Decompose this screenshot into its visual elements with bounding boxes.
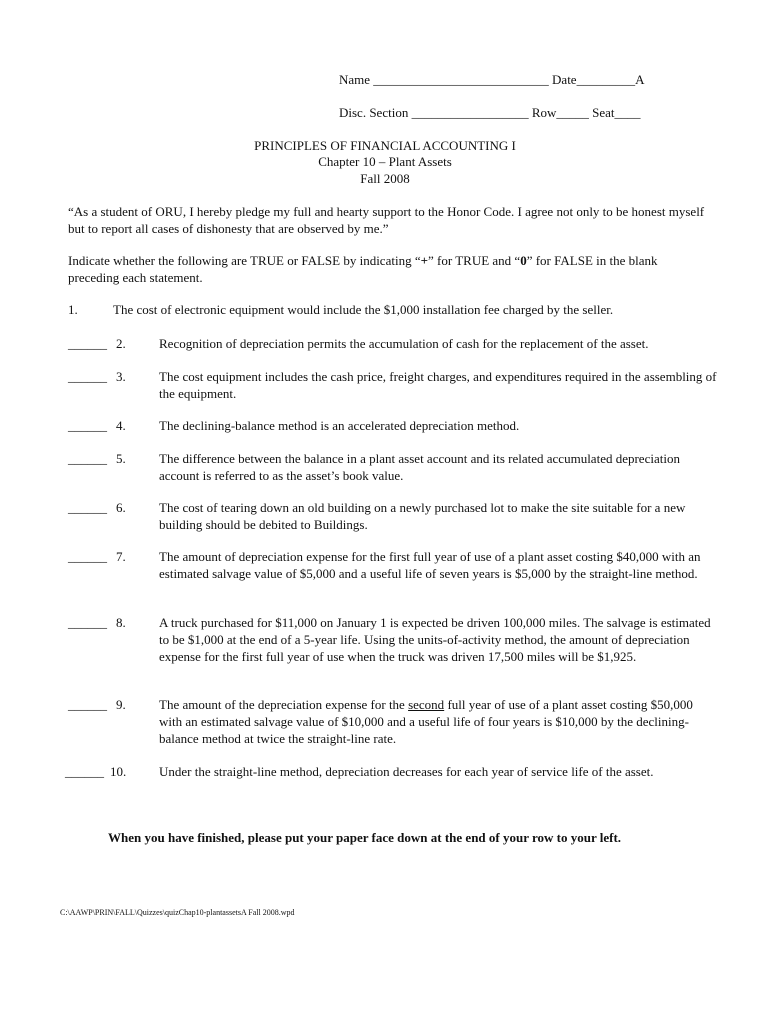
- answer-blank[interactable]: ______: [68, 418, 107, 433]
- answer-blank[interactable]: ______: [68, 549, 107, 564]
- question-number: 8.: [116, 615, 126, 630]
- section-row-seat-line: Disc. Section __________________ Row_____ Seat____: [339, 105, 641, 120]
- question-text: The difference between the balance in a plant asset account and its related accumulated depreciation account is referred to as the asset’s book value.: [159, 451, 680, 483]
- question-number: 9.: [116, 697, 126, 712]
- question-number: 1.: [68, 302, 78, 317]
- answer-blank[interactable]: ______: [68, 451, 107, 466]
- question-number: 7.: [116, 549, 126, 564]
- closing-instruction: When you have finished, please put your paper face down at the end of your row to your left.: [108, 830, 622, 845]
- question-number: 4.: [116, 418, 126, 433]
- answer-blank[interactable]: ______: [68, 500, 107, 515]
- question-text: The cost of electronic equipment would include the $1,000 installation fee charged by the seller.: [113, 302, 614, 317]
- question-text: Recognition of depreciation permits the accumulation of cash for the replacement of the asset.: [159, 336, 649, 351]
- question-number: 6.: [116, 500, 126, 515]
- question-number: 5.: [116, 451, 126, 466]
- name-date-line: Name ___________________________ Date_________A: [339, 72, 645, 87]
- instructions-mid: ” for TRUE and “: [428, 253, 521, 268]
- emphasized-word: second: [408, 697, 445, 712]
- question-text: The cost equipment includes the cash price, freight charges, and expenditures required in the assembling of the equipment.: [159, 369, 717, 401]
- question-text: The amount of depreciation expense for the first full year of use of a plant asset costing $40,000 with an estimated salvage value of $5,000 and a useful life of seven years is $5,000 by the straight-line method.: [159, 549, 701, 581]
- question-text: [159, 696, 719, 747]
- true-symbol: +: [420, 253, 429, 268]
- answer-blank[interactable]: ______: [65, 764, 104, 779]
- question-number: 2.: [116, 336, 126, 351]
- answer-blank[interactable]: ______: [68, 369, 107, 384]
- instructions-pre: Indicate whether the following are TRUE or FALSE by indicating “: [68, 253, 421, 268]
- question-text: The cost of tearing down an old building on a newly purchased lot to make the site suitable for a new building should be debited to Buildings.: [159, 500, 686, 532]
- question-text-post: full year of use of a plant asset costing $50,000 with an estimated salvage value of $10,000 and a useful life of four years is $10,000 by the declining-balance method at twice the straight-line rate.: [159, 697, 693, 746]
- question-text: Under the straight-line method, depreciation decreases for each year of service life of the asset.: [159, 764, 654, 779]
- false-symbol: 0: [520, 253, 527, 268]
- honor-pledge: “As a student of ORU, I hereby pledge my full and hearty support to the Honor Code. I agree not only to be honest myself but to report all cases of dishonesty that are observed by me.”: [68, 204, 705, 236]
- answer-blank[interactable]: ______: [68, 336, 107, 351]
- question-number: 10.: [110, 764, 127, 779]
- question-text: The declining-balance method is an accelerated depreciation method.: [159, 418, 520, 433]
- course-title: PRINCIPLES OF FINANCIAL ACCOUNTING I: [254, 138, 516, 153]
- term-title: Fall 2008: [360, 171, 410, 186]
- question-text: A truck purchased for $11,000 on January 1 is expected be driven 100,000 miles. The salvage is estimated to be $1,000 at the end of a 5-year life. Using the units-of-activity method, the amount of depreciation expense for the first full year of use when the truck was driven 17,500 miles will be $1,925.: [159, 615, 711, 664]
- instructions-post: ” for FALSE in the blank preceding each statement.: [68, 253, 658, 285]
- instructions: [68, 252, 708, 286]
- question-text-pre: The amount of the depreciation expense for the: [159, 697, 409, 712]
- question-number: 3.: [116, 369, 126, 384]
- answer-blank[interactable]: ______: [68, 697, 107, 712]
- file-path-footer: C:\AAWP\PRIN\FALL\Quizzes\quizChap10-plantassetsA Fall 2008.wpd: [60, 908, 295, 917]
- answer-blank[interactable]: ______: [68, 615, 107, 630]
- chapter-title: Chapter 10 – Plant Assets: [318, 154, 452, 169]
